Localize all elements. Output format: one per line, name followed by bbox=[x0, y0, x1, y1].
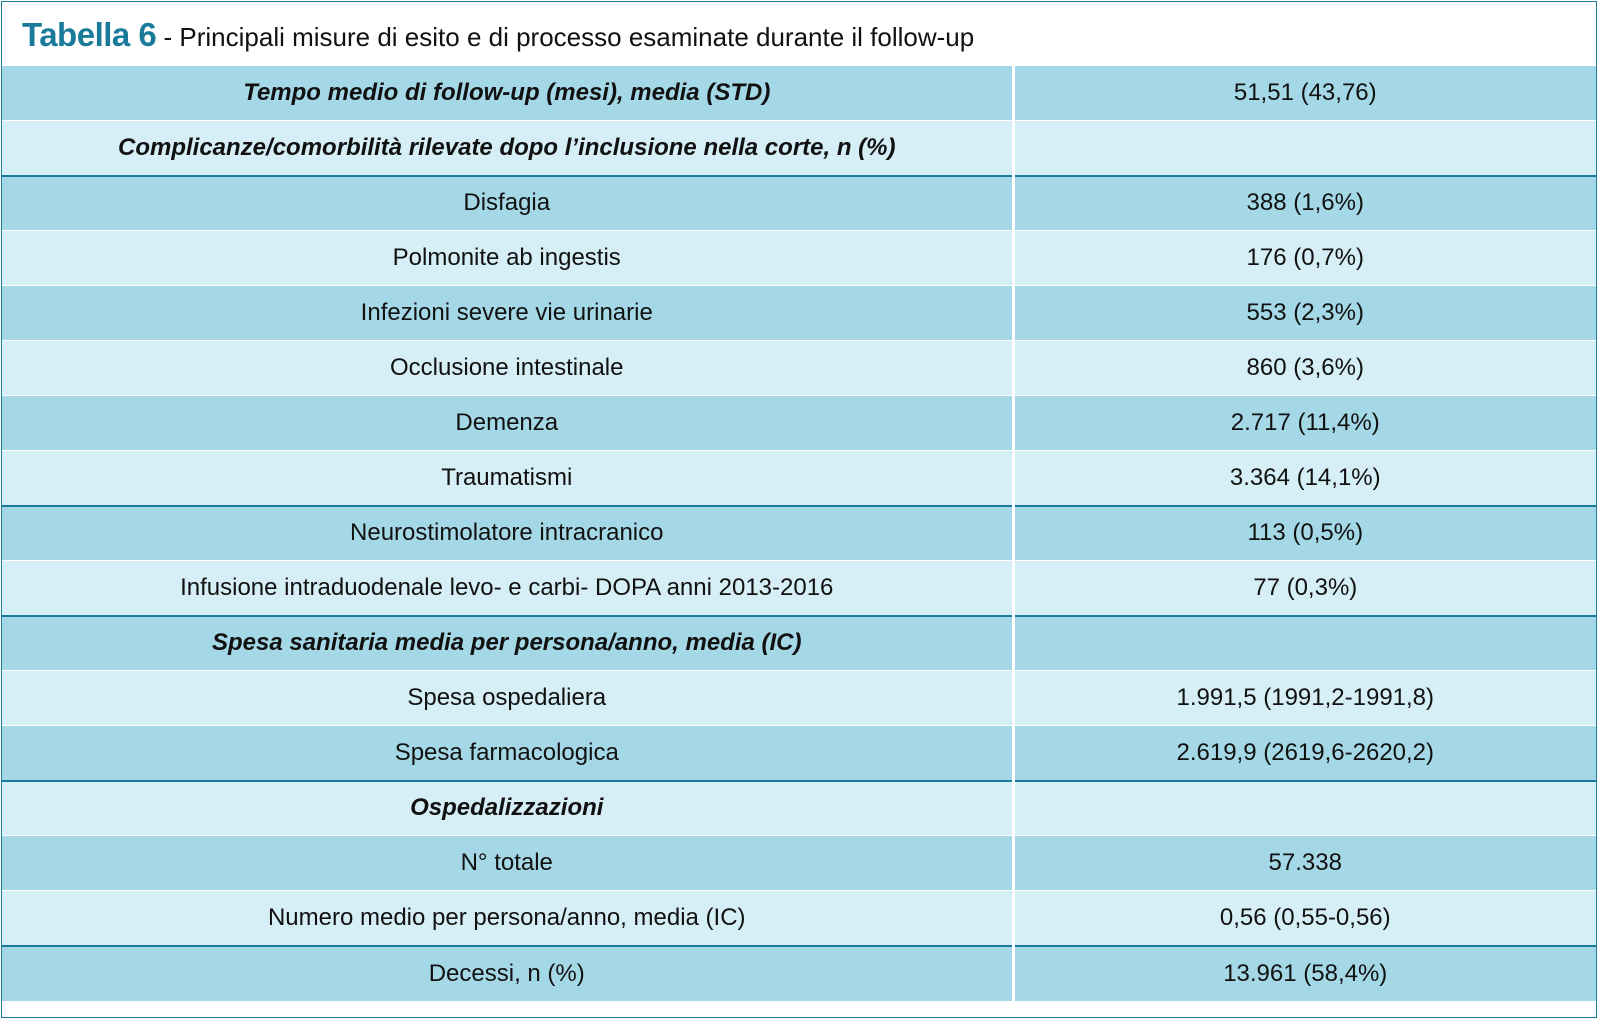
table-row bbox=[2, 176, 1596, 231]
row-value: 57.338 bbox=[1013, 836, 1596, 891]
table-row bbox=[2, 726, 1596, 781]
table-row bbox=[2, 451, 1596, 506]
row-value: 1.991,5 (1991,2-1991,8) bbox=[1013, 671, 1596, 726]
table-frame bbox=[1, 1, 1597, 1018]
table-row bbox=[2, 286, 1596, 341]
row-label: Disfagia bbox=[2, 176, 1013, 231]
section-header-label: Complicanze/comorbilità rilevate dopo l’inclusione nella corte, n (%) bbox=[2, 121, 1013, 176]
section-header-label: Tempo medio di follow-up (mesi), media (STD) bbox=[2, 66, 1013, 121]
table-row bbox=[2, 121, 1596, 176]
table-row bbox=[2, 66, 1596, 121]
table-row bbox=[2, 396, 1596, 451]
row-label: Infusione intraduodenale levo- e carbi- DOPA anni 2013-2016 bbox=[2, 561, 1013, 616]
row-value bbox=[1013, 616, 1596, 671]
row-value: 51,51 (43,76) bbox=[1013, 66, 1596, 121]
table-caption bbox=[2, 2, 1596, 65]
row-label: Occlusione intestinale bbox=[2, 341, 1013, 396]
section-header-label: Spesa sanitaria media per persona/anno, media (IC) bbox=[2, 616, 1013, 671]
row-label: Infezioni severe vie urinarie bbox=[2, 286, 1013, 341]
row-value bbox=[1013, 121, 1596, 176]
row-label: Traumatismi bbox=[2, 451, 1013, 506]
row-label: N° totale bbox=[2, 836, 1013, 891]
row-label: Spesa farmacologica bbox=[2, 726, 1013, 781]
table-row bbox=[2, 781, 1596, 836]
outcome-measures-table bbox=[2, 65, 1596, 1001]
table-row bbox=[2, 506, 1596, 561]
table-row bbox=[2, 671, 1596, 726]
row-label: Numero medio per persona/anno, media (IC) bbox=[2, 891, 1013, 946]
row-value: 553 (2,3%) bbox=[1013, 286, 1596, 341]
table-number: Tabella 6 bbox=[22, 16, 157, 53]
table-row bbox=[2, 616, 1596, 671]
row-value: 388 (1,6%) bbox=[1013, 176, 1596, 231]
table-row bbox=[2, 341, 1596, 396]
row-value: 113 (0,5%) bbox=[1013, 506, 1596, 561]
row-label: Polmonite ab ingestis bbox=[2, 231, 1013, 286]
table-row bbox=[2, 561, 1596, 616]
row-value: 0,56 (0,55-0,56) bbox=[1013, 891, 1596, 946]
table-row bbox=[2, 231, 1596, 286]
table-row bbox=[2, 891, 1596, 946]
row-value: 13.961 (58,4%) bbox=[1013, 946, 1596, 1001]
row-value bbox=[1013, 781, 1596, 836]
row-label: Decessi, n (%) bbox=[2, 946, 1013, 1001]
row-label: Spesa ospedaliera bbox=[2, 671, 1013, 726]
row-value: 860 (3,6%) bbox=[1013, 341, 1596, 396]
table-row bbox=[2, 946, 1596, 1001]
row-label: Neurostimolatore intracranico bbox=[2, 506, 1013, 561]
table-title: - Principali misure di esito e di processo esaminate durante il follow-up bbox=[156, 22, 975, 52]
row-label: Demenza bbox=[2, 396, 1013, 451]
row-value: 2.717 (11,4%) bbox=[1013, 396, 1596, 451]
table-row bbox=[2, 836, 1596, 891]
section-header-label: Ospedalizzazioni bbox=[2, 781, 1013, 836]
row-value: 3.364 (14,1%) bbox=[1013, 451, 1596, 506]
row-value: 77 (0,3%) bbox=[1013, 561, 1596, 616]
row-value: 176 (0,7%) bbox=[1013, 231, 1596, 286]
row-value: 2.619,9 (2619,6-2620,2) bbox=[1013, 726, 1596, 781]
